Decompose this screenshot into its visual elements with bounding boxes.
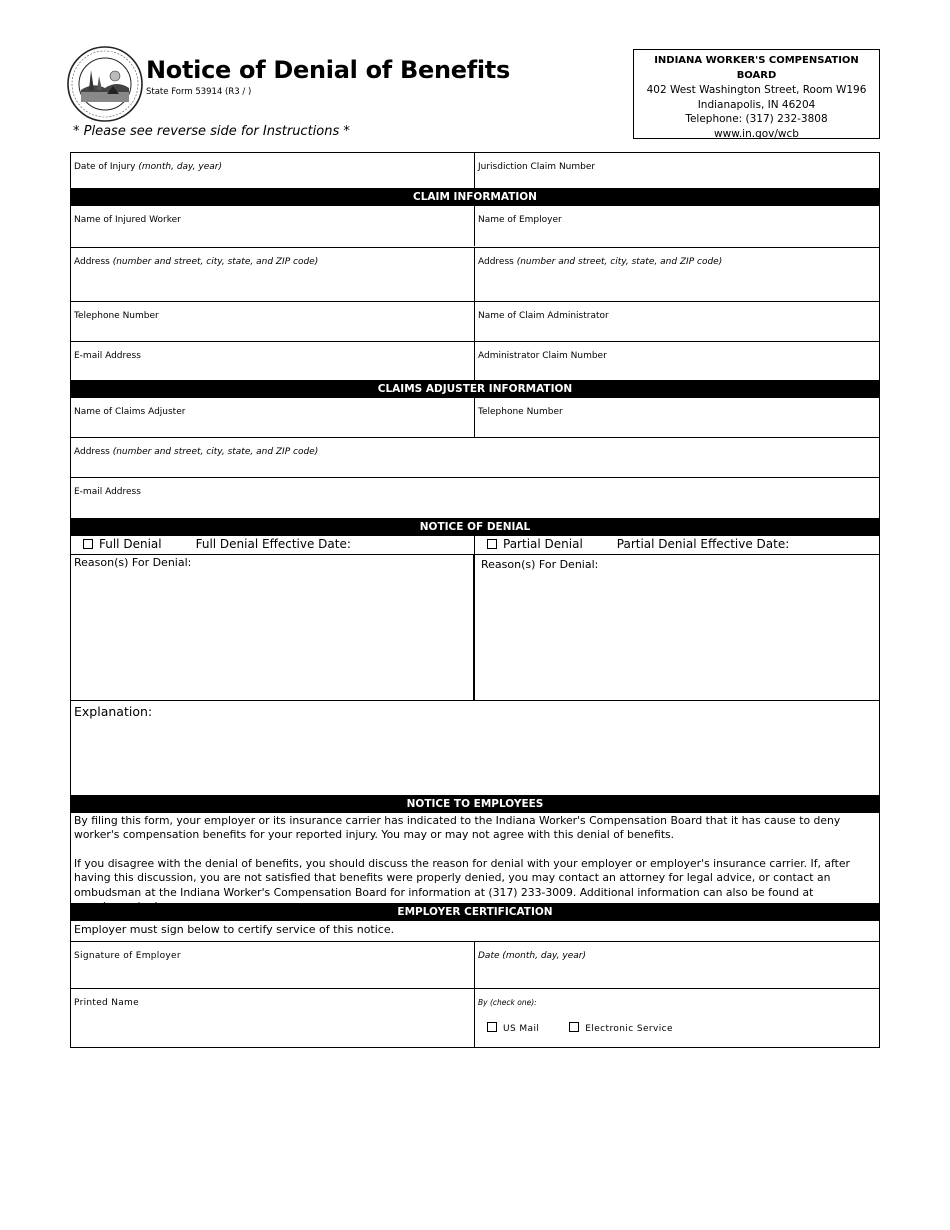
state-seal-icon: [67, 46, 143, 122]
employer-label: Name of Employer: [478, 215, 562, 225]
row-addresses: [71, 247, 879, 301]
printed-name-label: Printed Name: [74, 998, 139, 1008]
full-denial-option: [71, 536, 475, 554]
adjuster-address-label: Address: [74, 447, 110, 457]
administrator-claim-number-label: Administrator Claim Number: [478, 351, 607, 361]
notice-text: [71, 813, 879, 903]
employer-address-label: Address: [478, 257, 514, 267]
worker-address-field[interactable]: [71, 248, 475, 301]
service-method-field: [475, 989, 879, 1047]
claim-administrator-label: Name of Claim Administrator: [478, 311, 609, 321]
employer-certification-heading: EMPLOYER CERTIFICATION: [71, 903, 879, 921]
row-adjuster-email: [71, 477, 879, 518]
explanation-field[interactable]: [71, 701, 879, 795]
injured-worker-label: Name of Injured Worker: [74, 215, 181, 225]
date-of-injury-field[interactable]: [71, 153, 475, 188]
worker-email-label: E-mail Address: [74, 351, 141, 361]
board-name: INDIANA WORKER'S COMPENSATION BOARD: [654, 55, 859, 81]
date-hint: (month, day, year): [138, 162, 222, 172]
notice-paragraph-2: If you disagree with the denial of benefits, you should discuss the reason for denial with your employer or employer's insurance carrier. If, after having this discussion, you are not satisfied that benefits were properly denied, you may contact an attorney for legal advice, or contact an ombudsman at the Indiana Worker's Compensation Board for information at (317) 233-3009. Additional information can also be found at: [74, 856, 850, 899]
row-telephone-administrator: [71, 301, 879, 341]
board-address-line1: 402 West Washington Street, Room W196: [646, 84, 867, 96]
row-denial-type: [71, 536, 879, 554]
adjuster-email-label: E-mail Address: [74, 487, 141, 497]
form-title: Notice of Denial of Benefits: [146, 56, 510, 84]
worker-telephone-label: Telephone Number: [74, 311, 159, 321]
certification-date-field[interactable]: [475, 942, 879, 988]
partial-denial-option: [475, 536, 879, 554]
adjuster-telephone-field[interactable]: [475, 398, 879, 437]
row-notice-text: [71, 813, 879, 903]
by-check-one-label: By (check one):: [478, 998, 537, 1007]
row-injury-date: [71, 153, 879, 188]
injured-worker-field[interactable]: [71, 206, 475, 246]
administrator-claim-number-field[interactable]: [475, 342, 879, 380]
full-denial-reasons-label: Reason(s) For Denial:: [74, 556, 192, 569]
full-denial-effective-date-label[interactable]: Full Denial Effective Date:: [195, 537, 351, 551]
board-address-line2: Indianapolis, IN 46204: [697, 98, 816, 111]
us-mail-label: US Mail: [503, 1024, 540, 1034]
employer-address-hint: (number and street, city, state, and ZIP code): [516, 257, 723, 267]
us-mail-checkbox[interactable]: [487, 1022, 497, 1032]
employer-signature-field[interactable]: [71, 942, 475, 988]
jurisdiction-claim-number-field[interactable]: [475, 153, 879, 188]
adjuster-address-hint: (number and street, city, state, and ZIP code): [112, 447, 319, 457]
full-denial-checkbox[interactable]: [83, 539, 93, 549]
notice-to-employees-heading: NOTICE TO EMPLOYEES: [71, 795, 879, 813]
notice-of-denial-heading: NOTICE OF DENIAL: [71, 518, 879, 536]
certification-date-label: Date (month, day, year): [478, 951, 586, 961]
service-method-options: [487, 1022, 673, 1034]
row-cert-instruction: [71, 921, 879, 941]
claims-adjuster-heading: CLAIMS ADJUSTER INFORMATION: [71, 380, 879, 398]
row-reasons: [71, 554, 879, 700]
electronic-service-label: Electronic Service: [585, 1024, 673, 1034]
worker-address-label: Address: [74, 257, 110, 267]
row-signature-date: [71, 941, 879, 988]
claim-information-heading: CLAIM INFORMATION: [71, 188, 879, 206]
row-worker-employer: [71, 206, 879, 246]
worker-telephone-field[interactable]: [71, 302, 475, 341]
worker-email-field[interactable]: [71, 342, 475, 380]
full-denial-reasons-field[interactable]: [71, 555, 475, 700]
adjuster-telephone-label: Telephone Number: [478, 407, 563, 417]
explanation-label: Explanation:: [74, 704, 153, 719]
row-explanation: [71, 700, 879, 795]
adjuster-address-field[interactable]: [71, 438, 879, 477]
jurisdiction-claim-number-label: Jurisdiction Claim Number: [478, 162, 596, 172]
row-adjuster: [71, 398, 879, 437]
adjuster-name-field[interactable]: [71, 398, 475, 437]
adjuster-email-field[interactable]: [71, 478, 879, 518]
printed-name-field[interactable]: [71, 989, 475, 1047]
adjuster-name-label: Name of Claims Adjuster: [74, 407, 186, 417]
notice-paragraph-1: By filing this form, your employer or its insurance carrier has indicated to the Indiana Worker's Compensation Board that it has cause to deny worker's compensation benefits for your reported injury. You may or may not agree with this denial of benefits.: [74, 814, 841, 842]
employer-signature-label: Signature of Employer: [74, 951, 181, 961]
full-denial-label: Full Denial: [99, 537, 162, 551]
date-of-injury-label: Date of Injury: [74, 162, 136, 172]
instructions-note: * Please see reverse side for Instructions *: [73, 124, 350, 139]
denial-form: [70, 152, 880, 1048]
row-adjuster-address: [71, 437, 879, 477]
partial-denial-label: Partial Denial: [503, 537, 583, 551]
board-address-box: [633, 49, 880, 139]
board-telephone: Telephone: (317) 232-3808: [685, 113, 828, 125]
certification-instruction: Employer must sign below to certify service of this notice.: [74, 923, 395, 936]
partial-denial-effective-date-label[interactable]: Partial Denial Effective Date:: [616, 537, 790, 551]
partial-denial-checkbox[interactable]: [487, 539, 497, 549]
board-website: www.in.gov/wcb: [714, 127, 799, 140]
form-number: State Form 53914 (R3 / ): [146, 87, 252, 97]
worker-address-hint: (number and street, city, state, and ZIP code): [112, 257, 319, 267]
partial-denial-reasons-label: Reason(s) For Denial:: [481, 558, 599, 571]
row-printed-name-method: [71, 988, 879, 1047]
partial-denial-reasons-field[interactable]: [475, 555, 879, 700]
claim-administrator-field[interactable]: [475, 302, 879, 341]
electronic-service-checkbox[interactable]: [569, 1022, 579, 1032]
employer-address-field[interactable]: [475, 248, 879, 301]
row-email-admin-number: [71, 341, 879, 380]
employer-field[interactable]: [475, 206, 879, 246]
